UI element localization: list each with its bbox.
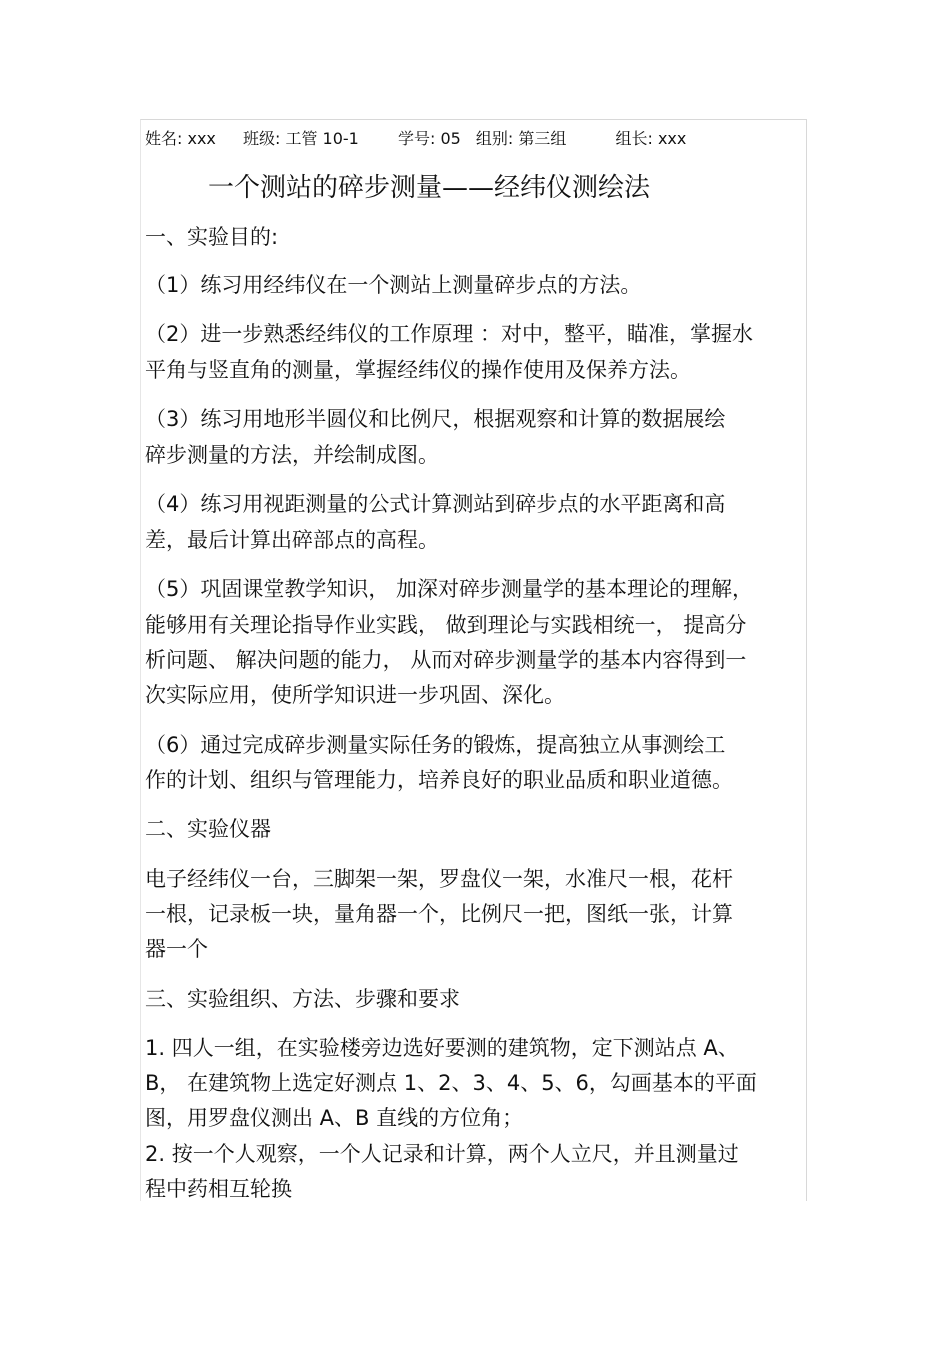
instruments-line-3: 器一个	[145, 937, 208, 961]
instruments-line-1: 电子经纬仪一台，三脚架一架，罗盘仪一架，水准尺一根，花杆	[145, 867, 733, 891]
procedure-line-3: 图，用罗盘仪测出 A、B 直线的方位角；	[145, 1106, 524, 1130]
section-heading-procedure: 三、实验组织、方法、步骤和要求	[145, 987, 460, 1011]
section-heading-purpose: 一、实验目的:	[145, 225, 279, 249]
purpose-item-5: （5）巩固课堂教学知识， 加深对碎步测量学的基本理论的理解，	[145, 577, 754, 601]
student-class: 班级: 工管 10-1	[242, 129, 359, 148]
document-title: 一个测站的碎步测量——经纬仪测绘法	[208, 173, 651, 203]
purpose-item-5-cont1: 能够用有关理论指导作业实践， 做到理论与实践相统一， 提高分	[145, 613, 747, 637]
instruments-line-2: 一根，记录板一块，量角器一个，比例尺一把，图纸一张，计算	[145, 902, 733, 926]
purpose-item-2: （2）进一步熟悉经纬仪的工作原理 ：对中，整平，瞄准，掌握水	[145, 322, 754, 346]
purpose-item-2-cont: 平角与竖直角的测量，掌握经纬仪的操作使用及保养方法。	[145, 358, 691, 382]
student-group: 组别: 第三组	[475, 129, 567, 148]
purpose-item-4: （4）练习用视距测量的公式计算测站到碎步点的水平距离和高	[145, 492, 726, 516]
purpose-item-1: （1）练习用经纬仪在一个测站上测量碎步点的方法。	[145, 273, 642, 297]
purpose-item-5-cont2: 析问题、 解决问题的能力， 从而对碎步测量学的基本内容得到一	[145, 648, 747, 672]
student-info-header	[145, 126, 686, 149]
procedure-line-1: 1. 四人一组，在实验楼旁边选好要测的建筑物，定下测站点 A、	[145, 1036, 739, 1060]
group-leader: 组长: xxx	[615, 129, 687, 148]
purpose-item-4-cont: 差，最后计算出碎部点的高程。	[145, 528, 439, 552]
purpose-item-5-cont3: 次实际应用，使所学知识进一步巩固、深化。	[145, 683, 565, 707]
purpose-item-6: （6）通过完成碎步测量实际任务的锻炼，提高独立从事测绘工	[145, 733, 726, 757]
section-heading-instruments: 二、实验仪器	[145, 817, 271, 841]
student-name: 姓名: xxx	[145, 129, 216, 148]
purpose-item-6-cont: 作的计划、组织与管理能力，培养良好的职业品质和职业道德。	[145, 768, 733, 792]
purpose-item-3-cont: 碎步测量的方法，并绘制成图。	[145, 443, 439, 467]
procedure-line-5: 程中药相互轮换	[145, 1177, 292, 1201]
procedure-line-2: B， 在建筑物上选定好测点 1、2、3、4、5、6，勾画基本的平面	[145, 1071, 757, 1095]
purpose-item-3: （3）练习用地形半圆仪和比例尺，根据观察和计算的数据展绘	[145, 407, 726, 431]
procedure-line-4: 2. 按一个人观察，一个人记录和计算，两个人立尺，并且测量过	[145, 1142, 739, 1166]
student-number: 学号: 05	[397, 129, 461, 148]
